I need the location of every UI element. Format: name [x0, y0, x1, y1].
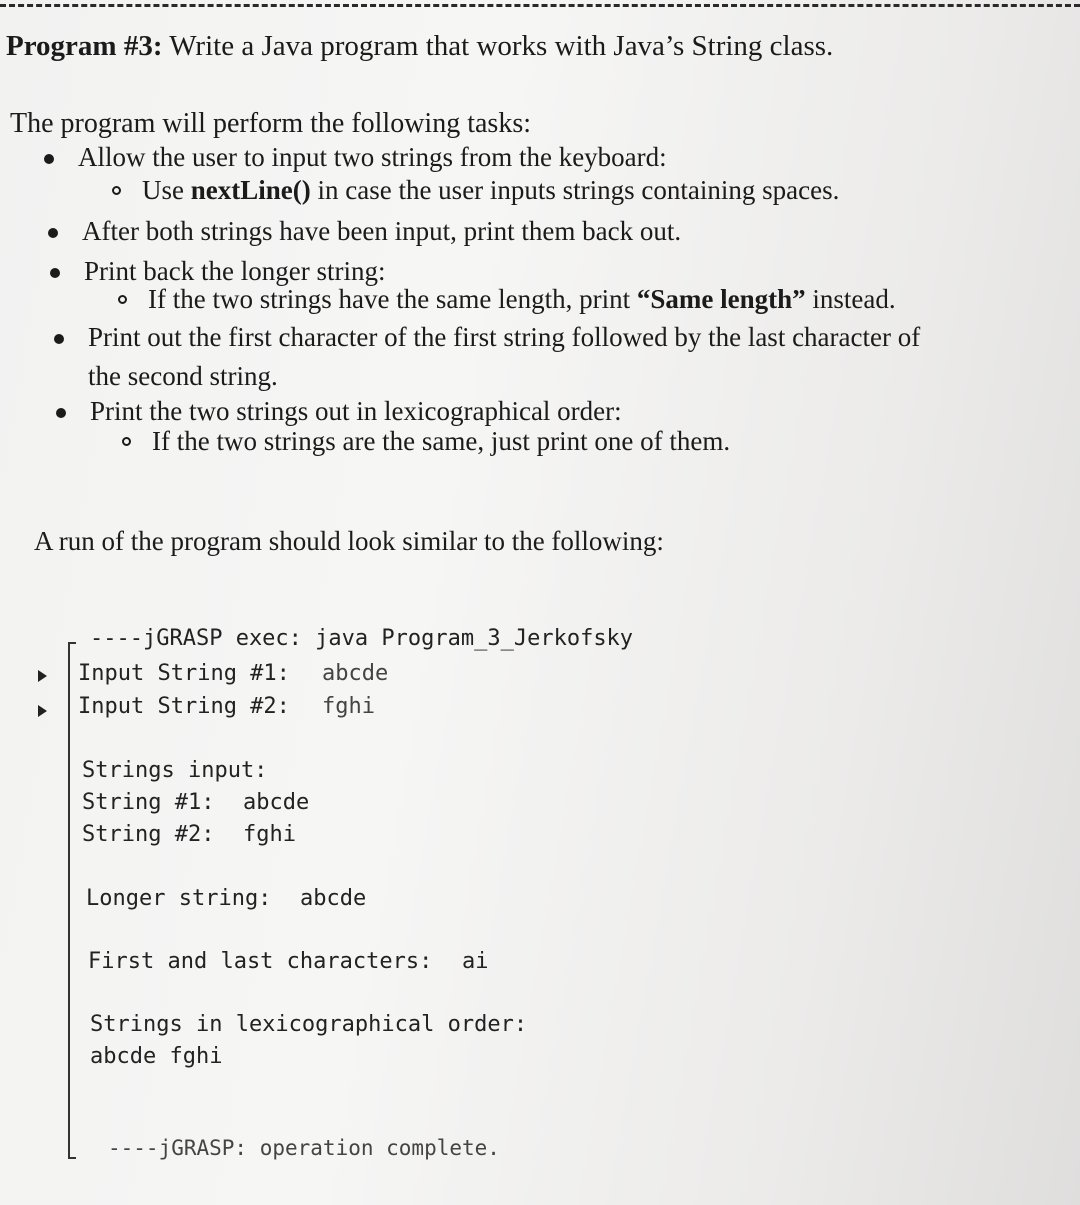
task-first-last-char: Print out the first character of the first string followed by the last character of: [88, 322, 921, 352]
program-title: [6, 30, 833, 63]
console-exec-line: ----jGRASP exec: java Program_3_Jerkofsky: [90, 626, 634, 651]
program-description: Write a Java program that works with Java’s String class.: [162, 30, 834, 62]
console-input-label-1: Input String #1:: [78, 661, 290, 686]
input-arrow-icon: [38, 670, 47, 682]
console-input-value-2: fghi: [322, 694, 375, 719]
console-bracket-bottom: [68, 1157, 76, 1159]
task-longer-string: Print back the longer string:: [84, 256, 386, 286]
same-length-post: instead.: [805, 284, 896, 314]
console-string-2-value: fghi: [243, 822, 296, 847]
same-length-pre: If the two strings have the same length, print: [148, 284, 637, 314]
task-same-length-note: [148, 284, 896, 315]
console-strings-input: Strings input:: [82, 758, 268, 783]
console-lexi-label: Strings in lexicographical order:: [90, 1012, 528, 1037]
console-bracket-top: [68, 642, 76, 644]
input-arrow-icon: [38, 705, 47, 717]
console-longer-value: abcde: [300, 886, 367, 911]
task-print-back: After both strings have been input, print them back out.: [82, 216, 682, 246]
task-same-strings-note: If the two strings are the same, just print one of them.: [152, 426, 731, 456]
console-lexi-value: abcde fghi: [90, 1044, 223, 1069]
console-firstlast-value: ai: [462, 949, 489, 974]
console-string-1-label: String #1:: [82, 790, 215, 815]
task-nextline-note: [142, 175, 839, 206]
nextline-post: in case the user inputs strings containing spaces.: [310, 175, 840, 205]
run-intro: A run of the program should look similar to the following:: [34, 526, 664, 556]
top-dashed-rule: [0, 4, 1080, 7]
program-number: Program #3:: [6, 30, 163, 62]
console-complete-line: ----jGRASP: operation complete.: [108, 1136, 500, 1160]
task-lexicographic: Print the two strings out in lexicographical order:: [90, 396, 622, 426]
console-string-1-value: abcde: [243, 790, 310, 815]
console-string-2-label: String #2:: [82, 822, 215, 847]
console-input-value-1: abcde: [322, 661, 389, 686]
console-input-label-2: Input String #2:: [78, 694, 290, 719]
task-input-strings: Allow the user to input two strings from the keyboard:: [78, 142, 667, 172]
same-length-bold: “Same length”: [636, 284, 806, 314]
nextline-pre: Use: [142, 175, 191, 205]
console-firstlast-label: First and last characters:: [88, 949, 433, 974]
nextline-bold: nextLine(): [190, 175, 311, 205]
console-bracket: [68, 642, 70, 1159]
intro-text: The program will perform the following tasks:: [10, 108, 531, 139]
task-first-last-char-cont: the second string.: [88, 361, 278, 391]
console-longer-label: Longer string:: [86, 886, 272, 911]
